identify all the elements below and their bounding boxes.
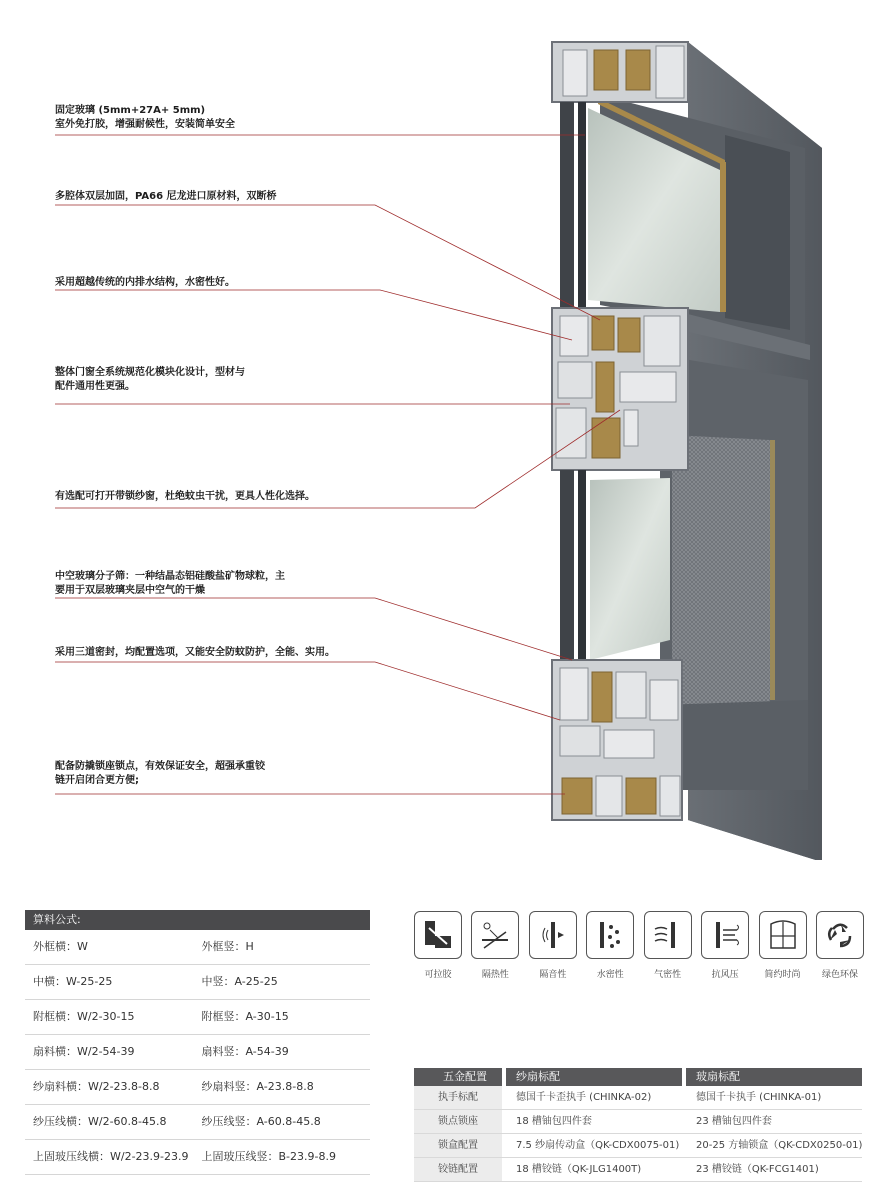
formula-row <box>25 1105 370 1140</box>
hardware-table <box>414 1068 862 1182</box>
annotation-line: 链开启闭合更方便; <box>55 775 139 786</box>
annotation-line: 室外免打胶，增强耐候性，安装简单安全 <box>55 119 235 130</box>
hardware-cell: 23 槽铀包四件套 <box>696 1116 772 1127</box>
feature-wind-resistance <box>701 911 749 980</box>
annotation-anti-pry-lock <box>55 760 345 788</box>
feature-air-tight <box>644 911 692 980</box>
formula-row <box>25 1000 370 1035</box>
formula-row <box>25 1035 370 1070</box>
formula-table <box>25 910 370 1175</box>
wind-resistance-icon <box>708 918 742 952</box>
feature-sound-insulation <box>529 911 577 980</box>
annotation-line: 多腔体双层加固，PA66 尼龙进口原材料，双断桥 <box>55 191 277 202</box>
formula-title: 算料公式: <box>25 910 370 930</box>
hardware-cell: 7.5 纱扇传动盒（QK-CDX0075-01) <box>516 1140 680 1151</box>
feature-label: 绿色环保 <box>821 970 858 980</box>
feature-water-tight <box>586 911 634 980</box>
eco-friendly-icon <box>823 918 857 952</box>
hardware-header-cell: 玻扇标配 <box>686 1068 862 1086</box>
formula-row <box>25 1070 370 1105</box>
formula-cell: 外框竖：H <box>201 940 254 953</box>
lower-glass <box>590 478 670 660</box>
formula-cell: 纱扇料横：W/2-23.8-8.8 <box>33 1080 160 1093</box>
upper-opening-recess <box>725 135 790 330</box>
formula-row <box>25 930 370 965</box>
formula-cell: 中横：W-25-25 <box>33 975 113 988</box>
formula-cell: 中竖：A-25-25 <box>201 975 278 988</box>
annotation-line: 配备防撬锁座锁点，有效保证安全，超强承重铰 <box>55 761 265 772</box>
formula-cell: 扇料竖：A-54-39 <box>201 1045 289 1058</box>
caulk-free-icon <box>421 918 455 952</box>
feature-label: 气密性 <box>654 970 682 980</box>
formula-cell: 上固玻压线竖：B-23.9-8.9 <box>201 1150 336 1163</box>
annotation-drainage <box>55 276 345 290</box>
hardware-header-cell: 纱扇标配 <box>506 1068 682 1086</box>
hardware-header <box>414 1068 862 1086</box>
feature-heat-insulation <box>471 911 519 980</box>
annotation-line: 配件通用性更强。 <box>55 381 135 392</box>
annotation-line: 要用于双层玻璃夹层中空气的干燥 <box>55 585 205 596</box>
hardware-cell: 锁点锁座 <box>414 1110 502 1133</box>
hardware-cell: 德国千卡执手 (CHINKA-01) <box>696 1092 822 1103</box>
feature-caulk-free <box>414 911 462 980</box>
feature-label: 隔热性 <box>481 970 509 980</box>
feature-icons <box>414 911 864 980</box>
formula-cell: 扇料横：W/2-54-39 <box>33 1045 135 1058</box>
annotation-fixed-glass <box>55 104 345 132</box>
hardware-row <box>414 1134 862 1158</box>
feature-label: 可拉胶 <box>424 970 452 980</box>
annotation-multi-cavity <box>55 190 345 204</box>
feature-label: 简约时尚 <box>764 970 801 980</box>
hardware-cell: 20-25 方轴锁盒（QK-CDX0250-01) <box>696 1140 862 1151</box>
insect-screen <box>672 435 770 720</box>
annotation-modular-design <box>55 366 345 394</box>
gold-bead-vertical <box>720 162 726 312</box>
annotation-line: 固定玻璃 (5mm+27A+ 5mm) <box>55 105 206 116</box>
feature-label: 隔音性 <box>539 970 567 980</box>
sound-insulation-icon <box>536 918 570 952</box>
formula-cell: 纱压线竖：A-60.8-45.8 <box>201 1115 321 1128</box>
formula-cell: 上固玻压线横：W/2-23.9-23.9 <box>33 1150 189 1163</box>
feature-label: 抗风压 <box>711 970 739 980</box>
hardware-cell: 23 槽铰链（QK-FCG1401) <box>696 1164 819 1175</box>
hardware-cell: 18 槽铀包四件套 <box>516 1116 592 1127</box>
air-tight-icon <box>651 918 685 952</box>
formula-cell: 纱压线横：W/2-60.8-45.8 <box>33 1115 167 1128</box>
hardware-cell: 铰链配置 <box>414 1158 502 1181</box>
formula-cell: 外框横：W <box>33 940 88 953</box>
hardware-row <box>414 1086 862 1110</box>
annotation-molecular-sieve <box>55 570 345 598</box>
screen-gold-strip <box>770 440 775 700</box>
hardware-cell: 锁盒配置 <box>414 1134 502 1157</box>
feature-label: 水密性 <box>596 970 624 980</box>
simple-fashion-icon <box>766 918 800 952</box>
heat-insulation-icon <box>478 918 512 952</box>
annotation-line: 整体门窗全系统规范化模块化设计，型材与 <box>55 367 245 378</box>
formula-cell: 附框横：W/2-30-15 <box>33 1010 135 1023</box>
annotation-triple-seal <box>55 646 375 660</box>
feature-simple-fashion <box>759 911 807 980</box>
hardware-row <box>414 1110 862 1134</box>
hardware-cell: 执手标配 <box>414 1086 502 1109</box>
annotation-line: 采用超越传统的内排水结构，水密性好。 <box>55 277 235 288</box>
formula-cell: 纱扇料竖：A-23.8-8.8 <box>201 1080 314 1093</box>
hardware-cell: 18 槽铰链（QK-JLG1400T) <box>516 1164 642 1175</box>
annotation-line: 中空玻璃分子筛：一种结晶态铝硅酸盐矿物球粒，主 <box>55 571 285 582</box>
annotation-line: 有选配可打开带锁纱窗，杜绝蚊虫干扰，更具人性化选择。 <box>55 491 315 502</box>
annotation-leaders <box>55 135 620 794</box>
formula-cell: 附框竖：A-30-15 <box>201 1010 289 1023</box>
hardware-header-cell: 五金配置 <box>414 1068 502 1086</box>
hardware-cell: 德国千卡歪执手 (CHINKA-02) <box>516 1092 652 1103</box>
feature-eco-friendly <box>816 911 864 980</box>
formula-row <box>25 965 370 1000</box>
water-tight-icon <box>593 918 627 952</box>
annotation-line: 采用三道密封，均配置选项，又能安全防蚊防护，全能、实用。 <box>55 647 335 658</box>
hardware-row <box>414 1158 862 1182</box>
annotation-insect-screen <box>55 490 375 504</box>
formula-row <box>25 1140 370 1175</box>
